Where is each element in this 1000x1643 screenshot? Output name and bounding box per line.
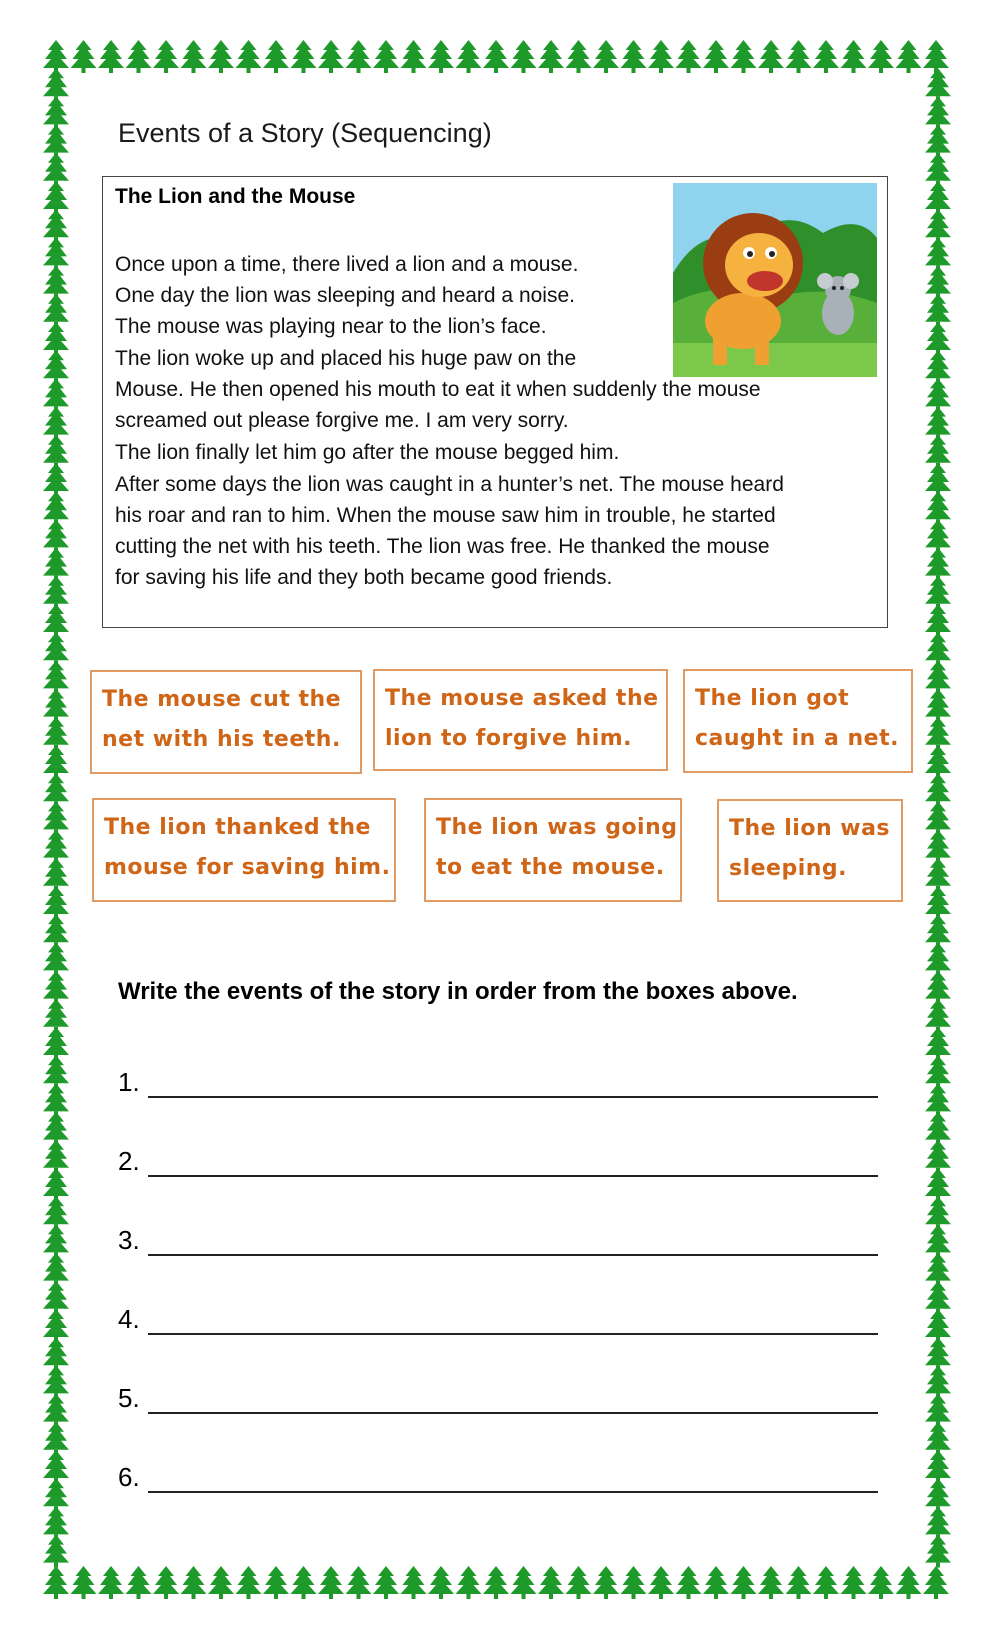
event-text-line: The lion thanked the — [104, 815, 371, 840]
pine-tree-icon — [868, 40, 894, 73]
event-text-line: The lion got — [695, 686, 850, 711]
story-line: Once upon a time, there lived a lion and a mouse. — [115, 253, 579, 276]
pine-tree-icon — [925, 914, 951, 947]
pine-tree-icon — [43, 1422, 69, 1455]
pine-tree-icon — [181, 1566, 207, 1599]
pine-tree-icon — [126, 40, 152, 73]
pine-tree-icon — [43, 294, 69, 327]
pine-tree-icon — [925, 1140, 951, 1173]
pine-tree-icon — [43, 125, 69, 158]
pine-tree-icon — [43, 999, 69, 1032]
pine-tree-icon — [538, 1566, 564, 1599]
pine-tree-icon — [291, 1566, 317, 1599]
story-line: One day the lion was sleeping and heard a noise. — [115, 284, 575, 307]
pine-tree-icon — [925, 942, 951, 975]
pine-tree-icon — [456, 1566, 482, 1599]
pine-tree-icon — [925, 632, 951, 665]
answer-line[interactable] — [148, 1412, 878, 1414]
pine-tree-icon — [43, 237, 69, 270]
pine-tree-icon — [43, 1196, 69, 1229]
pine-tree-icon — [925, 519, 951, 552]
pine-tree-icon — [538, 40, 564, 73]
pine-tree-icon — [456, 40, 482, 73]
answer-line[interactable] — [148, 1254, 878, 1256]
pine-tree-icon — [923, 40, 949, 73]
pine-tree-icon — [43, 660, 69, 693]
pine-tree-icon — [483, 40, 509, 73]
pine-tree-icon — [925, 1365, 951, 1398]
pine-tree-icon — [43, 96, 69, 129]
pine-tree-icon — [43, 491, 69, 524]
lion-and-mouse-illustration — [673, 183, 877, 377]
pine-tree-icon — [43, 519, 69, 552]
pine-tree-icon — [925, 1027, 951, 1060]
pine-tree-icon — [703, 1566, 729, 1599]
pine-tree-icon — [43, 1140, 69, 1173]
event-text-line: lion to forgive him. — [385, 726, 633, 751]
pine-tree-icon — [43, 773, 69, 806]
pine-tree-icon — [676, 1566, 702, 1599]
pine-tree-icon — [236, 1566, 262, 1599]
pine-tree-icon — [925, 830, 951, 863]
event-text-line: caught in a net. — [695, 726, 899, 751]
pine-tree-icon — [43, 745, 69, 778]
event-box[interactable] — [683, 669, 913, 773]
pine-tree-icon — [925, 209, 951, 242]
pine-tree-icon — [511, 1566, 537, 1599]
pine-tree-icon — [71, 40, 97, 73]
pine-tree-icon — [208, 40, 234, 73]
answer-row — [118, 1453, 878, 1497]
pine-tree-icon — [925, 491, 951, 524]
answer-line[interactable] — [148, 1491, 878, 1493]
story-line: for saving his life and they both became good friends. — [115, 566, 613, 589]
pine-tree-icon — [401, 40, 427, 73]
answer-number: 5. — [118, 1383, 140, 1413]
event-text-line: The lion was going — [436, 815, 678, 840]
pine-tree-icon — [263, 1566, 289, 1599]
answer-row — [118, 1374, 878, 1418]
pine-tree-icon — [43, 407, 69, 440]
pine-tree-icon — [263, 40, 289, 73]
pine-tree-icon — [43, 463, 69, 496]
pine-tree-icon — [925, 96, 951, 129]
pine-tree-icon — [925, 407, 951, 440]
event-text-line: The mouse asked the — [385, 686, 659, 711]
story-line: After some days the lion was caught in a hunter’s net. The mouse heard — [115, 473, 784, 496]
answer-number: 3. — [118, 1225, 140, 1255]
pine-tree-icon — [621, 40, 647, 73]
pine-tree-icon — [43, 632, 69, 665]
pine-tree-icon — [593, 40, 619, 73]
pine-tree-icon — [925, 181, 951, 214]
pine-tree-icon — [43, 322, 69, 355]
pine-tree-icon — [925, 153, 951, 186]
answer-line[interactable] — [148, 1333, 878, 1335]
pine-tree-icon — [401, 1566, 427, 1599]
story-line: cutting the net with his teeth. The lion was free. He thanked the mouse — [115, 535, 770, 558]
pine-tree-icon — [925, 717, 951, 750]
pine-tree-icon — [925, 773, 951, 806]
pine-tree-icon — [71, 1566, 97, 1599]
event-text-line: sleeping. — [729, 856, 848, 881]
event-box[interactable] — [92, 798, 396, 902]
pine-tree-icon — [428, 40, 454, 73]
story-line: The mouse was playing near to the lion’s face. — [115, 315, 547, 338]
pine-tree-icon — [483, 1566, 509, 1599]
pine-tree-icon — [648, 40, 674, 73]
story-line: The lion finally let him go after the mouse begged him. — [115, 441, 620, 464]
pine-tree-icon — [373, 40, 399, 73]
pine-tree-icon — [925, 604, 951, 637]
event-text-line: The mouse cut the — [102, 687, 342, 712]
pine-tree-icon — [43, 1168, 69, 1201]
pine-tree-icon — [43, 1506, 69, 1539]
answer-number: 6. — [118, 1462, 140, 1492]
pine-tree-icon — [813, 40, 839, 73]
event-box[interactable] — [424, 798, 682, 902]
pine-tree-icon — [43, 914, 69, 947]
pine-tree-icon — [43, 1337, 69, 1370]
story-line: The lion woke up and placed his huge paw on the — [115, 347, 577, 370]
pine-tree-icon — [181, 40, 207, 73]
story-line: his roar and ran to him. When the mouse saw him in trouble, he started — [115, 504, 776, 527]
pine-tree-icon — [896, 40, 922, 73]
pine-tree-icon — [925, 1422, 951, 1455]
pine-tree-icon — [43, 576, 69, 609]
story-line: screamed out please forgive me. I am very sorry. — [115, 409, 569, 432]
pine-tree-icon — [925, 294, 951, 327]
pine-tree-icon — [676, 40, 702, 73]
pine-tree-icon — [346, 1566, 372, 1599]
pine-tree-icon — [925, 463, 951, 496]
answer-number: 4. — [118, 1304, 140, 1334]
pine-tree-icon — [925, 886, 951, 919]
pine-tree-icon — [896, 1566, 922, 1599]
pine-tree-icon — [43, 209, 69, 242]
pine-tree-icon — [925, 999, 951, 1032]
page-title: Events of a Story (Sequencing) — [118, 118, 492, 148]
pine-tree-icon — [925, 1450, 951, 1483]
pine-tree-icon — [43, 378, 69, 411]
pine-tree-icon — [566, 40, 592, 73]
pine-tree-icon — [291, 40, 317, 73]
pine-tree-icon — [43, 604, 69, 637]
pine-tree-icon — [925, 1083, 951, 1116]
pine-tree-icon — [925, 1253, 951, 1286]
pine-tree-icon — [208, 1566, 234, 1599]
pine-tree-icon — [43, 548, 69, 581]
pine-tree-icon — [925, 1055, 951, 1088]
pine-tree-icon — [925, 1478, 951, 1511]
pine-tree-icon — [925, 689, 951, 722]
pine-tree-icon — [731, 40, 757, 73]
pine-tree-icon — [786, 1566, 812, 1599]
pine-tree-icon — [925, 1224, 951, 1257]
answer-number: 1. — [118, 1067, 140, 1097]
pine-tree-icon — [43, 181, 69, 214]
pine-tree-icon — [925, 1281, 951, 1314]
pine-tree-icon — [648, 1566, 674, 1599]
pine-tree-icon — [925, 858, 951, 891]
pine-tree-icon — [43, 717, 69, 750]
pine-tree-icon — [925, 1506, 951, 1539]
pine-tree-icon — [346, 40, 372, 73]
pine-tree-icon — [236, 40, 262, 73]
story-box — [102, 176, 888, 628]
pine-tree-icon — [318, 40, 344, 73]
pine-tree-icon — [566, 1566, 592, 1599]
pine-tree-icon — [841, 1566, 867, 1599]
answer-row — [118, 1216, 878, 1260]
pine-tree-icon — [925, 1112, 951, 1145]
pine-tree-icon — [43, 858, 69, 891]
pine-tree-icon — [925, 435, 951, 468]
pine-tree-icon — [703, 40, 729, 73]
pine-tree-icon — [925, 1535, 951, 1568]
pine-tree-icon — [43, 350, 69, 383]
pine-tree-icon — [925, 1337, 951, 1370]
pine-tree-icon — [43, 830, 69, 863]
pine-tree-icon — [43, 1450, 69, 1483]
event-box[interactable] — [373, 669, 668, 771]
pine-tree-icon — [43, 801, 69, 834]
answer-row — [118, 1058, 878, 1102]
answer-row — [118, 1137, 878, 1181]
pine-tree-icon — [925, 1196, 951, 1229]
story-line: Mouse. He then opened his mouth to eat it when suddenly the mouse — [115, 378, 761, 401]
pine-tree-icon — [925, 125, 951, 158]
pine-tree-icon — [925, 801, 951, 834]
event-text-line: The lion was — [729, 816, 891, 841]
pine-tree-icon — [925, 378, 951, 411]
pine-tree-icon — [43, 40, 69, 73]
pine-tree-icon — [428, 1566, 454, 1599]
pine-tree-icon — [868, 1566, 894, 1599]
pine-tree-icon — [318, 1566, 344, 1599]
answer-number: 2. — [118, 1146, 140, 1176]
pine-tree-icon — [925, 1168, 951, 1201]
pine-tree-icon — [925, 322, 951, 355]
pine-tree-icon — [373, 1566, 399, 1599]
pine-tree-icon — [43, 1224, 69, 1257]
pine-tree-icon — [925, 971, 951, 1004]
pine-tree-icon — [925, 266, 951, 299]
pine-tree-icon — [925, 745, 951, 778]
event-text-line: to eat the mouse. — [436, 855, 665, 880]
pine-tree-icon — [43, 1083, 69, 1116]
pine-tree-icon — [43, 266, 69, 299]
pine-tree-icon — [98, 40, 124, 73]
pine-tree-icon — [43, 1394, 69, 1427]
pine-tree-icon — [43, 1535, 69, 1568]
story-title: The Lion and the Mouse — [115, 185, 356, 208]
pine-tree-icon — [511, 40, 537, 73]
answer-line[interactable] — [148, 1175, 878, 1177]
pine-tree-icon — [98, 1566, 124, 1599]
pine-tree-icon — [153, 40, 179, 73]
event-box[interactable] — [717, 799, 903, 902]
pine-tree-icon — [621, 1566, 647, 1599]
pine-tree-icon — [43, 1112, 69, 1145]
pine-tree-icon — [43, 1478, 69, 1511]
pine-tree-icon — [786, 40, 812, 73]
pine-tree-icon — [43, 1055, 69, 1088]
answer-line[interactable] — [148, 1096, 878, 1098]
pine-tree-icon — [925, 237, 951, 270]
pine-tree-icon — [813, 1566, 839, 1599]
pine-tree-icon — [925, 68, 951, 101]
pine-tree-icon — [43, 1566, 69, 1599]
event-box[interactable] — [90, 670, 362, 774]
pine-tree-icon — [731, 1566, 757, 1599]
pine-tree-icon — [43, 1027, 69, 1060]
pine-tree-icon — [43, 1365, 69, 1398]
pine-tree-icon — [925, 1394, 951, 1427]
pine-tree-icon — [923, 1566, 949, 1599]
pine-tree-icon — [925, 350, 951, 383]
pine-tree-icon — [925, 660, 951, 693]
event-text-line: net with his teeth. — [102, 727, 341, 752]
event-text-line: mouse for saving him. — [104, 855, 391, 880]
instruction-heading: Write the events of the story in order from the boxes above. — [118, 978, 798, 1005]
pine-tree-icon — [593, 1566, 619, 1599]
pine-tree-icon — [43, 971, 69, 1004]
pine-tree-icon — [43, 942, 69, 975]
pine-tree-icon — [43, 153, 69, 186]
pine-tree-icon — [43, 68, 69, 101]
pine-tree-icon — [758, 40, 784, 73]
pine-tree-icon — [43, 1253, 69, 1286]
pine-tree-icon — [153, 1566, 179, 1599]
pine-tree-icon — [126, 1566, 152, 1599]
pine-tree-icon — [43, 1309, 69, 1342]
pine-tree-icon — [841, 40, 867, 73]
pine-tree-icon — [43, 689, 69, 722]
answer-row — [118, 1295, 878, 1339]
pine-tree-icon — [925, 576, 951, 609]
pine-tree-icon — [925, 548, 951, 581]
pine-tree-icon — [758, 1566, 784, 1599]
pine-tree-icon — [43, 886, 69, 919]
pine-tree-icon — [43, 1281, 69, 1314]
pine-tree-icon — [925, 1309, 951, 1342]
pine-tree-icon — [43, 435, 69, 468]
